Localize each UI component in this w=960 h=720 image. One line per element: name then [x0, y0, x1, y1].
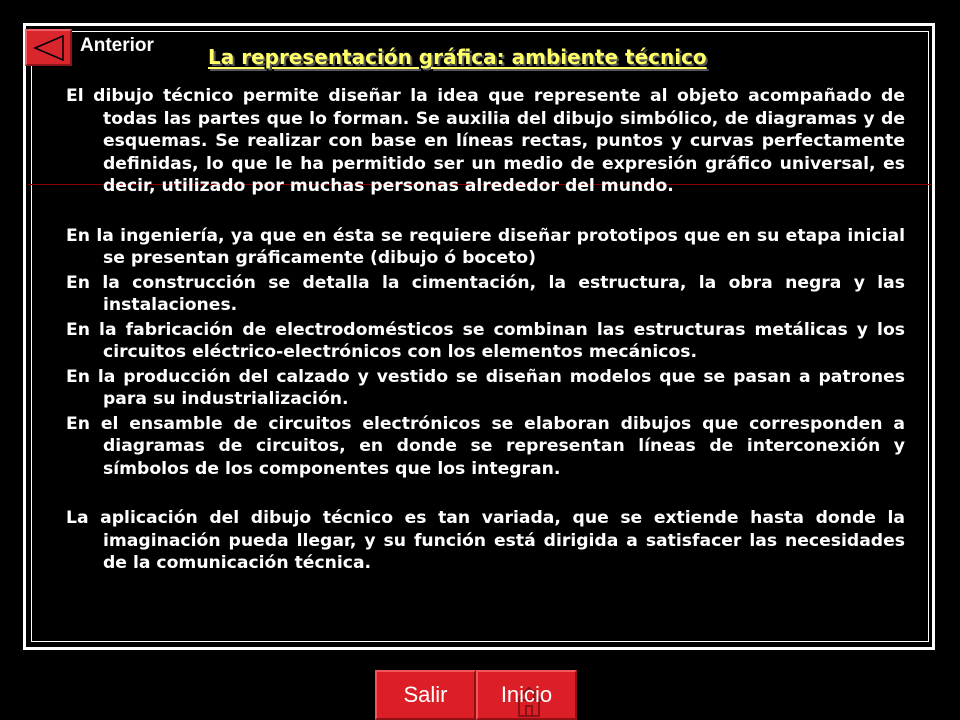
exit-label: Salir	[403, 682, 448, 707]
paragraph-footwear: En la producción del calzado y vestido se diseñan modelos que se pasan a patrones para su industrialización.	[66, 366, 905, 409]
paragraph-intro: El dibujo técnico permite diseñar la idea que represente al objeto acompañado de todas las partes que lo forman. Se auxilia del dibujo simbólico, de diagramas y de esquemas. Se realizar con base en líneas rectas, puntos y curvas perfectamente definidas, lo que le ha permitido ser un medio de expresión gráfico universal, es decir, utilizado por muchas personas alrededor del mundo.	[66, 86, 905, 196]
page-title: La representación gráfica: ambiente técnico	[208, 45, 707, 69]
home-label: Inicio	[500, 682, 553, 707]
paragraph-construction: En la construcción se detalla la cimentación, la estructura, la obra negra y las instalaciones.	[66, 272, 905, 315]
paragraph-engineering: En la ingeniería, ya que en ésta se requiere diseñar prototipos que en su etapa inicial se presentan gráficamente (dibujo ó boceto)	[66, 225, 905, 268]
home-button[interactable]	[476, 670, 577, 720]
back-button[interactable]	[25, 29, 72, 66]
back-label[interactable]: Anterior	[80, 35, 154, 56]
paragraph-appliances: En la fabricación de electrodomésticos se combinan las estructuras metálicas y los circuitos eléctrico-electrónicos con los elementos mecánicos.	[66, 319, 905, 362]
content-body	[66, 85, 905, 575]
paragraph-conclusion: La aplicación del dibujo técnico es tan variada, que se extiende hasta donde la imaginación pueda llegar, y su función está dirigida a satisfacer las necesidades de la comunicación técnica.	[66, 508, 905, 573]
exit-button[interactable]	[375, 670, 476, 720]
paragraph-circuits: En el ensamble de circuitos electrónicos se elaboran dibujos que corresponden a diagramas de circuitos, en donde se representan líneas de interconexión y símbolos de los componentes que los integran.	[66, 413, 905, 479]
arrow-left-icon	[33, 35, 65, 61]
